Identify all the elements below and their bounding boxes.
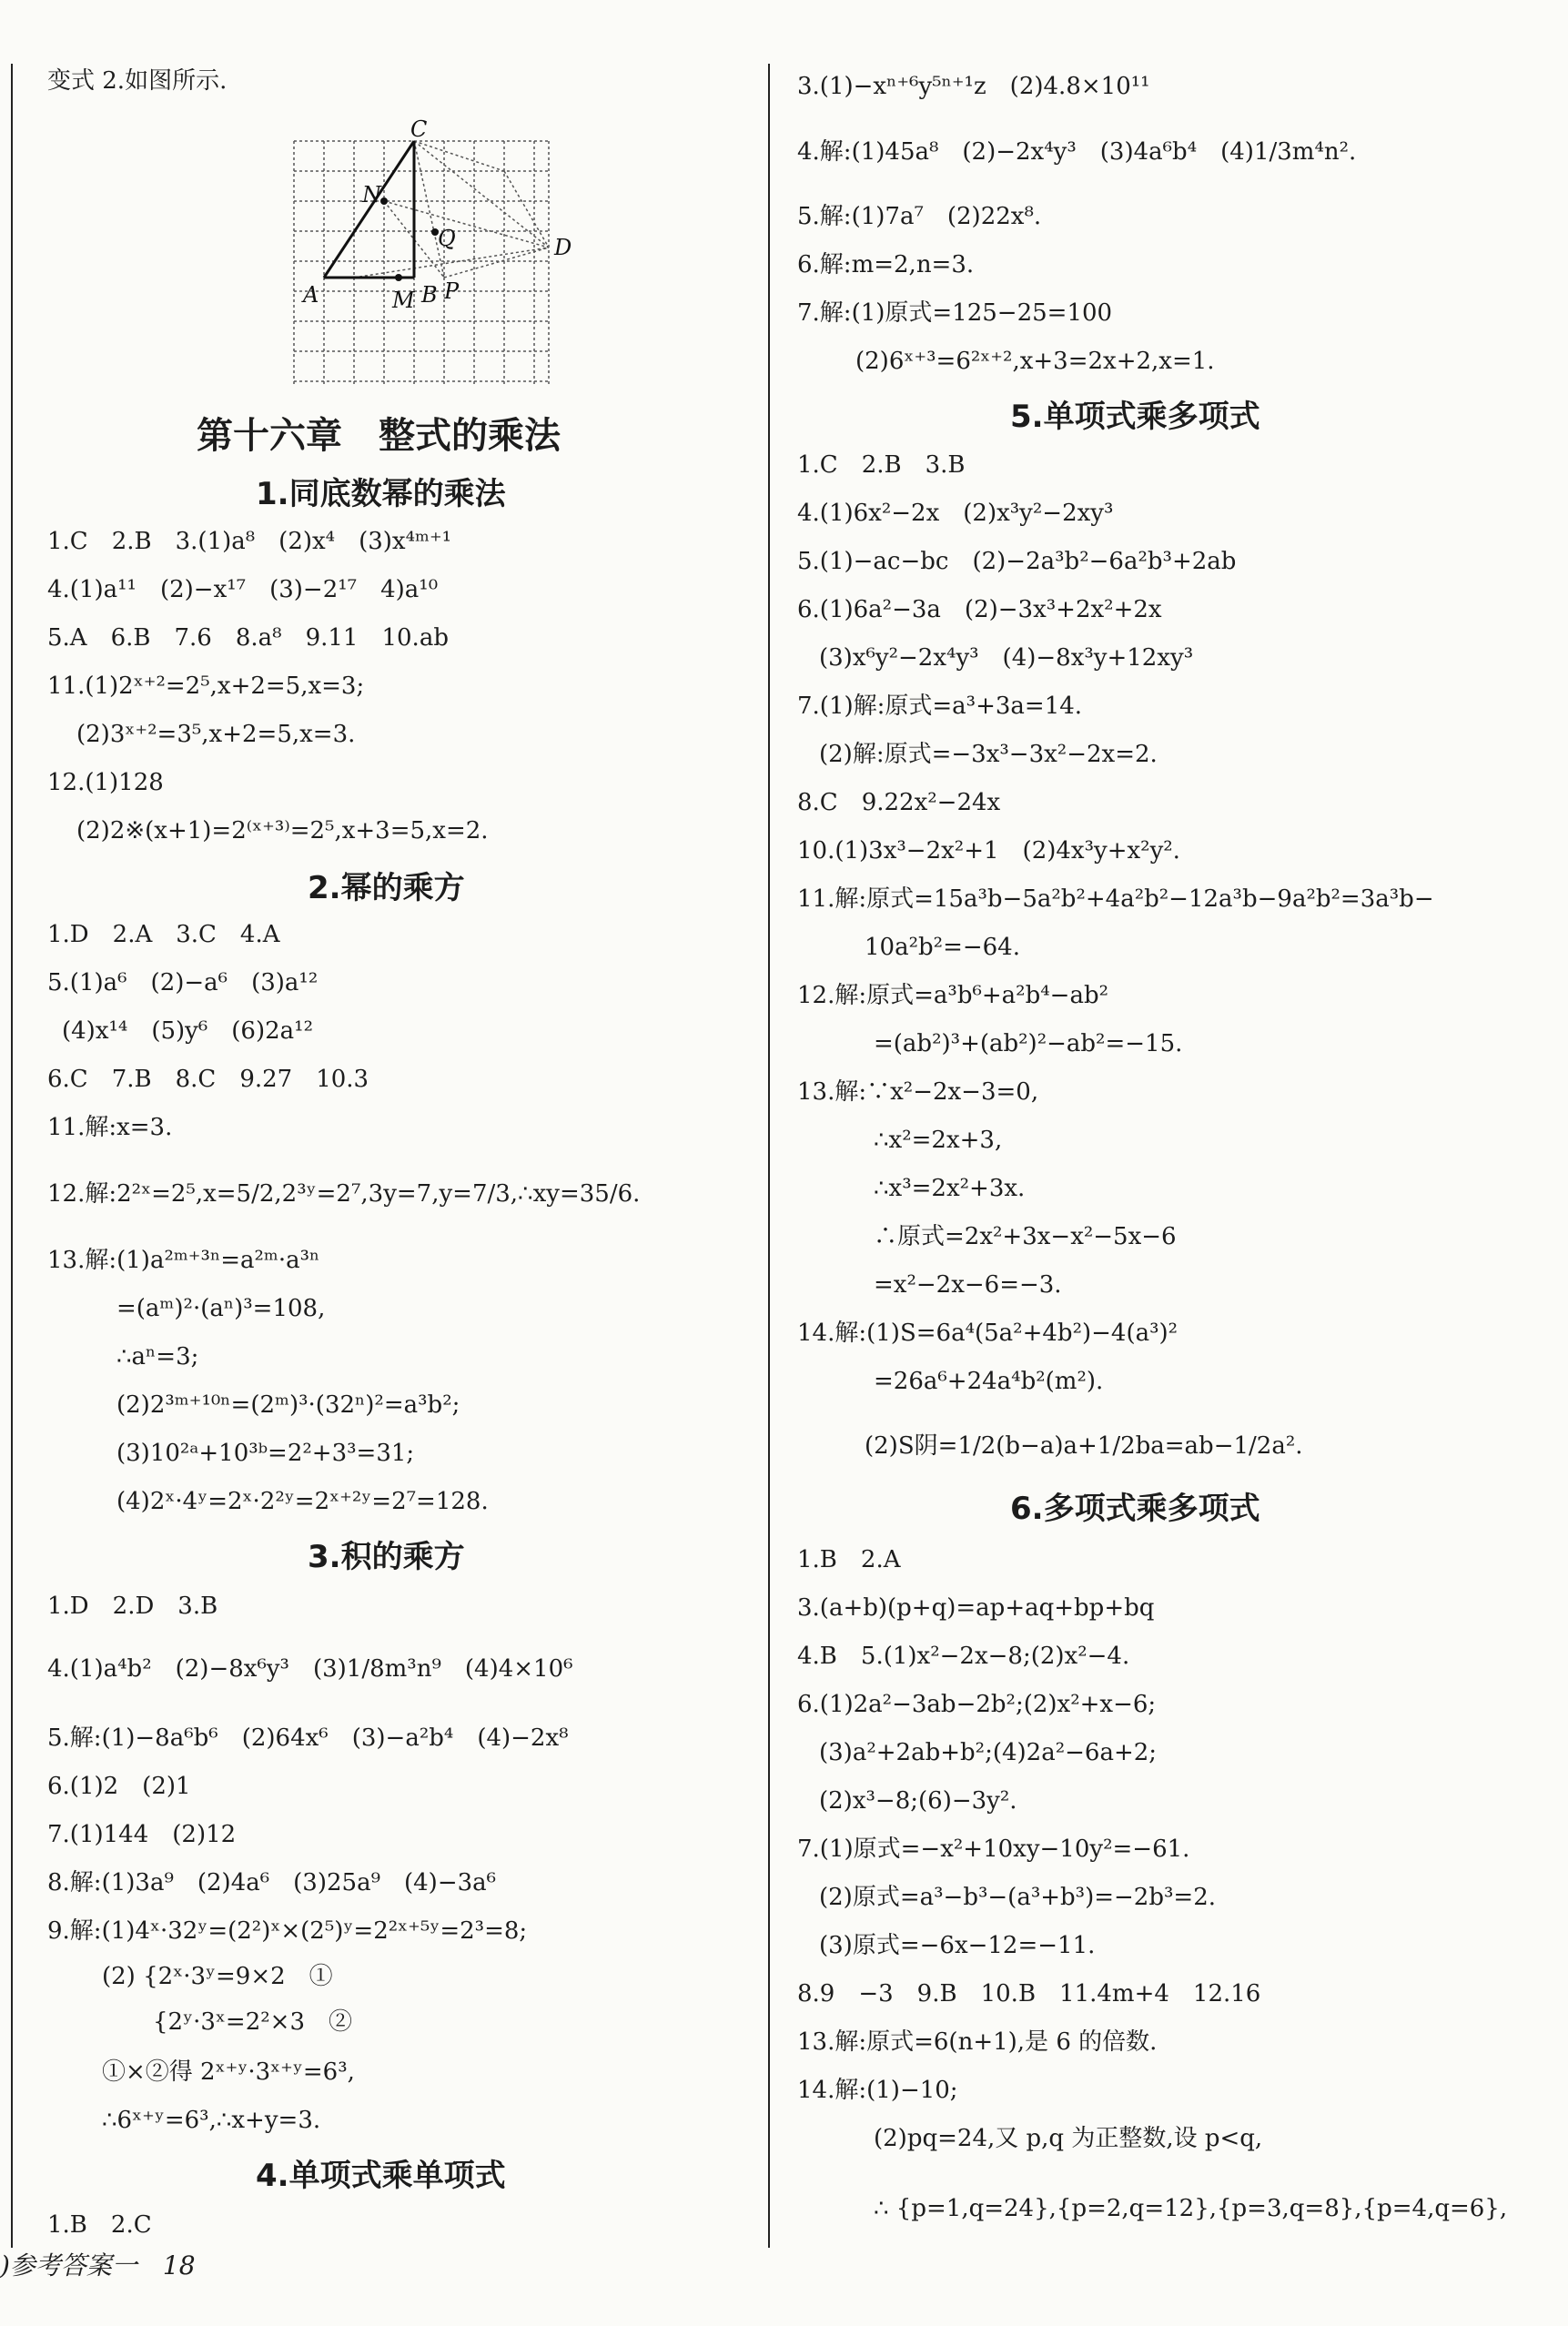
sec3-line: 1.D 2.D 3.B bbox=[47, 1593, 218, 1620]
sec2-line: 1.D 2.A 3.C 4.A bbox=[47, 921, 280, 948]
sec5-line: (2)解:原式=−3x³−3x²−2x=2. bbox=[819, 741, 1158, 768]
sec6-line: 1.B 2.A bbox=[797, 1546, 901, 1573]
sec5-line: (3)x⁶y²−2x⁴y³ (4)−8x³y+12xy³ bbox=[819, 644, 1194, 672]
label-b: B bbox=[421, 282, 438, 308]
sec5-line: 7.(1)解:原式=a³+3a=14. bbox=[797, 693, 1083, 720]
sec6-line: 14.解:(1)−10; bbox=[797, 2077, 958, 2104]
sec6-line: (3)原式=−6x−12=−11. bbox=[819, 1932, 1096, 1959]
sec5-line: (2)S阴=1/2(b−a)a+1/2ba=ab−1/2a². bbox=[865, 1432, 1303, 1460]
top-line: 6.解:m=2,n=3. bbox=[797, 251, 975, 278]
top-line: 3.(1)−xⁿ⁺⁶y⁵ⁿ⁺¹z (2)4.8×10¹¹ bbox=[797, 73, 1150, 100]
sec2-line: (3)10²ᵃ+10³ᵇ=2²+3³=31; bbox=[116, 1440, 415, 1467]
sec1-line: 11.(1)2ˣ⁺²=2⁵,x+2=5,x=3; bbox=[47, 673, 365, 700]
label-m: M bbox=[392, 288, 415, 313]
sec5-line: =26a⁶+24a⁴b²(m²). bbox=[874, 1368, 1104, 1395]
section-5-title: 5.单项式乘多项式 bbox=[1010, 399, 1260, 435]
sec2-line: 11.解:x=3. bbox=[47, 1114, 173, 1141]
sec3-line: 6.(1)2 (2)1 bbox=[47, 1773, 191, 1800]
sec5-line: 10.(1)3x³−2x²+1 (2)4x³y+x²y². bbox=[797, 837, 1180, 865]
sec5-line: 11.解:原式=15a³b−5a²b²+4a²b²−12a³b−9a²b²=3a³b− bbox=[797, 885, 1434, 913]
sec6-line: (2)pq=24,又 p,q 为正整数,设 p<q, bbox=[874, 2125, 1263, 2152]
geometry-figure bbox=[248, 118, 603, 391]
sec6-line: 13.解:原式=6(n+1),是 6 的倍数. bbox=[797, 2028, 1158, 2056]
sec6-line: 8.9 −3 9.B 10.B 11.4m+4 12.16 bbox=[797, 1980, 1261, 2007]
sec5-line: 13.解:∵x²−2x−3=0, bbox=[797, 1078, 1039, 1106]
sec1-line: 4.(1)a¹¹ (2)−x¹⁷ (3)−2¹⁷ 4)a¹⁰ bbox=[47, 576, 439, 603]
sec3-line: (2) {2ˣ·3ʸ=9×2 ① bbox=[102, 1963, 333, 1990]
sec3-line: 4.(1)a⁴b² (2)−8x⁶y³ (3)1/8m³n⁹ (4)4×10⁶ bbox=[47, 1655, 573, 1683]
sec2-line: 13.解:(1)a²ᵐ⁺³ⁿ=a²ᵐ·a³ⁿ bbox=[47, 1247, 320, 1274]
label-d: D bbox=[554, 235, 572, 260]
sec2-line: =(aᵐ)²·(aⁿ)³=108, bbox=[116, 1295, 326, 1322]
sec2-line: (4)x¹⁴ (5)y⁶ (6)2a¹² bbox=[62, 1017, 313, 1045]
top-line: 7.解:(1)原式=125−25=100 bbox=[797, 299, 1113, 327]
sec5-line: =x²−2x−6=−3. bbox=[874, 1271, 1062, 1299]
sec1-line: 12.(1)128 bbox=[47, 769, 164, 796]
sec2-line: 5.(1)a⁶ (2)−a⁶ (3)a¹² bbox=[47, 969, 319, 996]
sec3-line: 7.(1)144 (2)12 bbox=[47, 1821, 237, 1848]
sec6-line: (2)x³−8;(6)−3y². bbox=[819, 1787, 1017, 1815]
sec5-line: ∴原式=2x²+3x−x²−5x−6 bbox=[874, 1223, 1177, 1250]
sec1-line: (2)2※(x+1)=2⁽ˣ⁺³⁾=2⁵,x+3=5,x=2. bbox=[76, 817, 489, 844]
sec5-line: 12.解:原式=a³b⁶+a²b⁴−ab² bbox=[797, 982, 1109, 1009]
sec5-line: ∴x²=2x+3, bbox=[874, 1127, 1003, 1154]
chapter-title: 第十六章 整式的乘法 bbox=[197, 415, 561, 457]
section-3-title: 3.积的乘方 bbox=[308, 1539, 465, 1575]
sec2-line: (4)2ˣ·4ʸ=2ˣ·2²ʸ=2ˣ⁺²ʸ=2⁷=128. bbox=[116, 1488, 489, 1515]
sec5-line: ∴x³=2x²+3x. bbox=[874, 1175, 1026, 1202]
label-p: P bbox=[444, 278, 460, 304]
sec6-line: 7.(1)原式=−x²+10xy−10y²=−61. bbox=[797, 1836, 1190, 1863]
sec3-line: 8.解:(1)3a⁹ (2)4a⁶ (3)25a⁹ (4)−3a⁶ bbox=[47, 1869, 497, 1896]
sec3-line: 5.解:(1)−8a⁶b⁶ (2)64x⁶ (3)−a²b⁴ (4)−2x⁸ bbox=[47, 1724, 569, 1752]
sec6-line: (2)原式=a³−b³−(a³+b³)=−2b³=2. bbox=[819, 1884, 1217, 1911]
section-6-title: 6.多项式乘多项式 bbox=[1010, 1491, 1260, 1527]
sec6-line: 4.B 5.(1)x²−2x−8;(2)x²−4. bbox=[797, 1643, 1130, 1670]
left-margin-rule bbox=[11, 64, 13, 2248]
sec1-line: (2)3ˣ⁺²=3⁵,x+2=5,x=3. bbox=[76, 721, 356, 748]
sec1-line: 1.C 2.B 3.(1)a⁸ (2)x⁴ (3)x⁴ᵐ⁺¹ bbox=[47, 528, 452, 555]
sec3-line: ∴6ˣ⁺ʸ=6³,∴x+y=3. bbox=[102, 2107, 321, 2134]
label-a: A bbox=[303, 282, 319, 308]
sec2-line: 6.C 7.B 8.C 9.27 10.3 bbox=[47, 1066, 369, 1093]
column-divider bbox=[768, 64, 770, 2248]
sec6-line: 6.(1)2a²−3ab−2b²;(2)x²+x−6; bbox=[797, 1691, 1157, 1718]
sec3-line: 9.解:(1)4ˣ·32ʸ=(2²)ˣ×(2⁵)ʸ=2²ˣ⁺⁵ʸ=2³=8; bbox=[47, 1917, 528, 1945]
section-1-title: 1.同底数幂的乘法 bbox=[256, 476, 506, 512]
sec1-line: 5.A 6.B 7.6 8.a⁸ 9.11 10.ab bbox=[47, 624, 449, 652]
sec5-line: 10a²b²=−64. bbox=[865, 934, 1020, 961]
page-footer: )参考答案一 18 bbox=[0, 2250, 196, 2280]
sec6-line: (3)a²+2ab+b²;(4)2a²−6a+2; bbox=[819, 1739, 1158, 1766]
sec2-line: ∴aⁿ=3; bbox=[116, 1343, 199, 1370]
sec6-line: 3.(a+b)(p+q)=ap+aq+bp+bq bbox=[797, 1594, 1155, 1622]
sec5-line: 8.C 9.22x²−24x bbox=[797, 789, 1001, 816]
top-line: 5.解:(1)7a⁷ (2)22x⁸. bbox=[797, 203, 1042, 230]
sec5-line: 5.(1)−ac−bc (2)−2a³b²−6a²b³+2ab bbox=[797, 548, 1237, 575]
sec6-line: ∴ {p=1,q=24},{p=2,q=12},{p=3,q=8},{p=4,q=6}, bbox=[874, 2195, 1508, 2222]
label-c: C bbox=[410, 118, 428, 142]
sec4-line: 1.B 2.C bbox=[47, 2211, 152, 2239]
sec5-line: 4.(1)6x²−2x (2)x³y²−2xy³ bbox=[797, 500, 1114, 527]
section-4-title: 4.单项式乘单项式 bbox=[256, 2158, 506, 2194]
sec5-line: 14.解:(1)S=6a⁴(5a²+4b²)−4(a³)² bbox=[797, 1320, 1179, 1347]
section-2-title: 2.幂的乘方 bbox=[308, 870, 465, 906]
top-line: 4.解:(1)45a⁸ (2)−2x⁴y³ (3)4a⁶b⁴ (4)1/3m⁴n². bbox=[797, 138, 1357, 166]
sec5-line: =(ab²)³+(ab²)²−ab²=−15. bbox=[874, 1030, 1183, 1057]
sec5-line: 1.C 2.B 3.B bbox=[797, 451, 966, 479]
label-q: Q bbox=[438, 226, 456, 251]
sec2-line: (2)2³ᵐ⁺¹⁰ⁿ=(2ᵐ)³·(32ⁿ)²=a³b²; bbox=[116, 1391, 460, 1419]
top-line: (2)6ˣ⁺³=6²ˣ⁺²,x+3=2x+2,x=1. bbox=[855, 348, 1215, 375]
variant-note: 变式 2.如图所示. bbox=[47, 67, 228, 95]
sec5-line: 6.(1)6a²−3a (2)−3x³+2x²+2x bbox=[797, 596, 1162, 623]
sec2-line: 12.解:2²ˣ=2⁵,x=5/2,2³ʸ=2⁷,3y=7,y=7/3,∴xy=35/6. bbox=[47, 1180, 641, 1208]
sec3-line: {2ʸ·3ˣ=2²×3 ② bbox=[153, 2008, 352, 2036]
label-n: N bbox=[362, 182, 381, 207]
sec3-line: ①×②得 2ˣ⁺ʸ·3ˣ⁺ʸ=6³, bbox=[102, 2058, 355, 2086]
